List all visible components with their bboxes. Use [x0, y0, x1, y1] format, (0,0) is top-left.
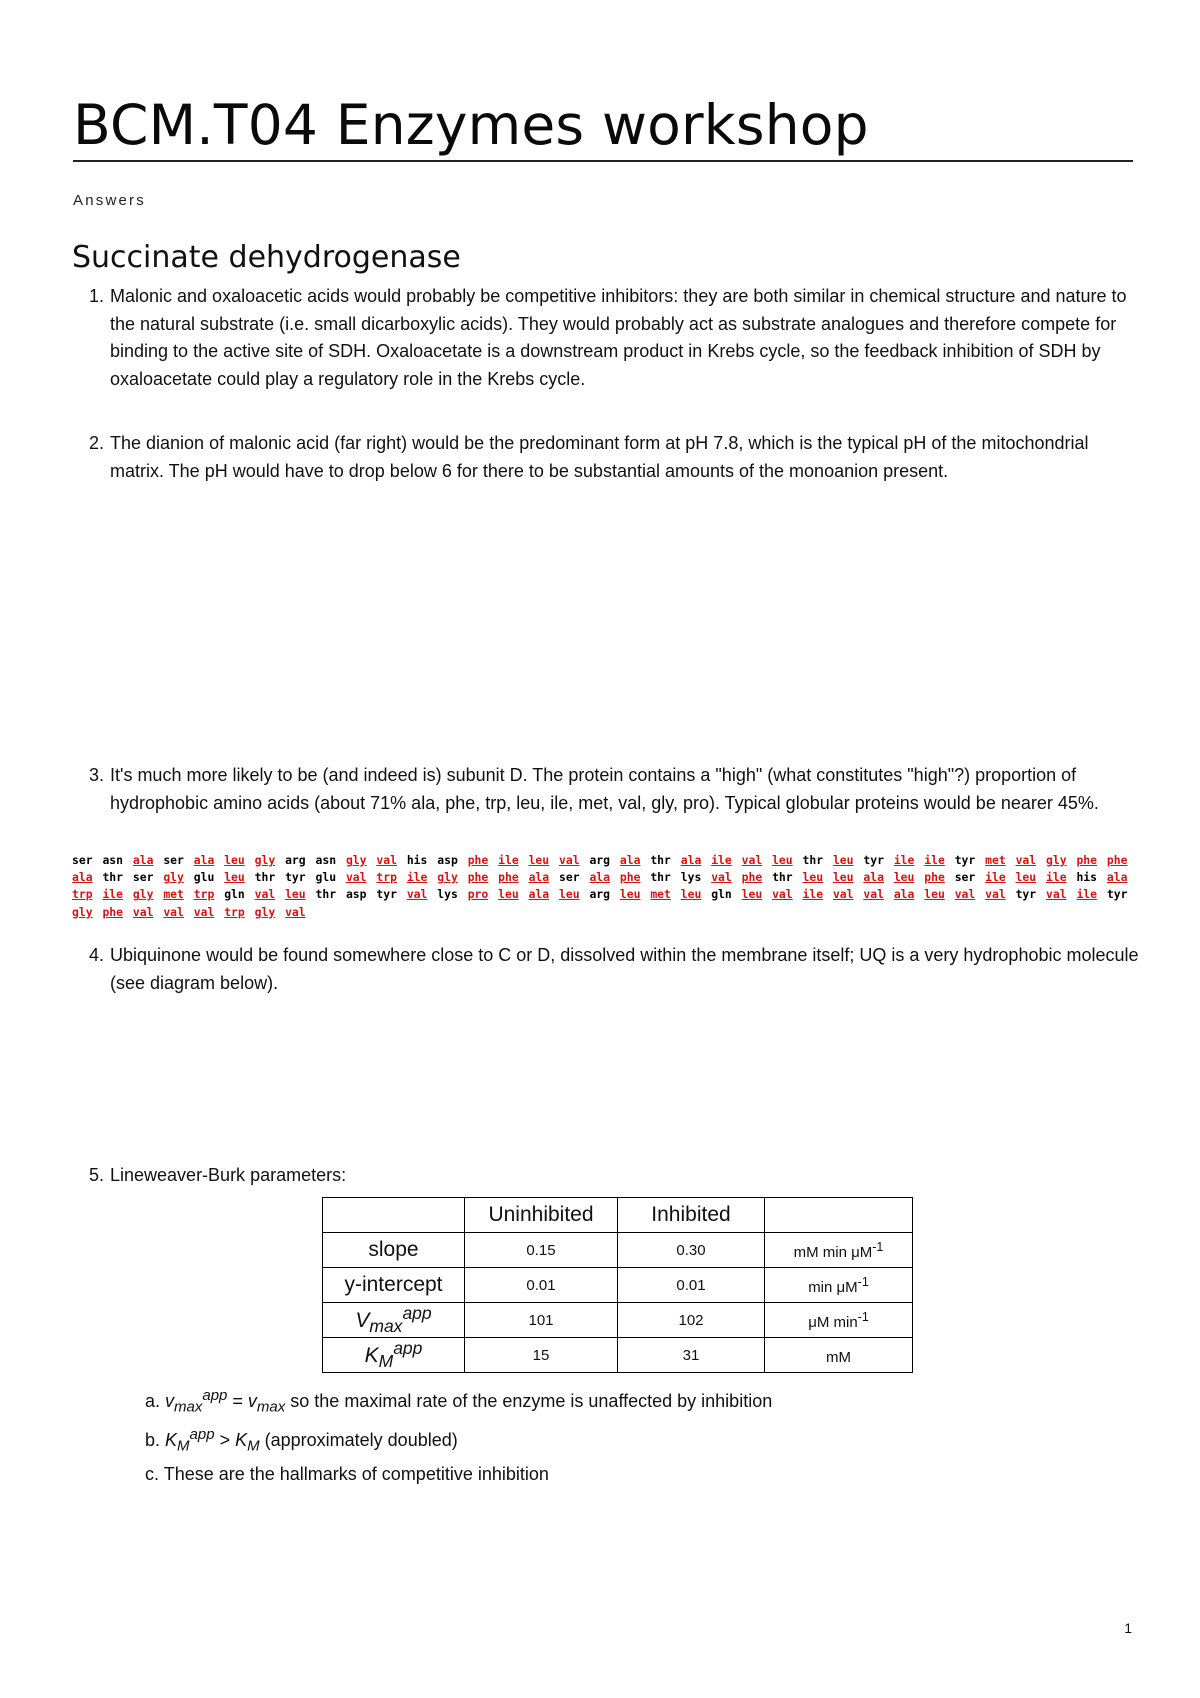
- hydrophobic-residue: val: [985, 887, 1006, 902]
- table-header-cell: Inhibited: [618, 1198, 765, 1233]
- hydrophobic-residue: val: [741, 853, 763, 867]
- hydrophobic-residue: val: [254, 887, 276, 902]
- hydrophobic-residue: ala: [528, 870, 550, 885]
- hydrophobic-residue: val: [559, 853, 580, 867]
- table-cell: 102: [618, 1303, 765, 1338]
- hydrophobic-residue: gly: [163, 870, 184, 885]
- residue: tyr: [1106, 887, 1128, 902]
- residue: thr: [650, 853, 671, 867]
- answer-3: [89, 762, 1140, 817]
- residue: tyr: [1015, 887, 1037, 902]
- residue: thr: [802, 853, 824, 867]
- hydrophobic-residue: val: [406, 887, 428, 902]
- hydrophobic-residue: phe: [467, 870, 489, 885]
- hydrophobic-residue: val: [711, 870, 732, 885]
- hydrophobic-residue: val: [1015, 853, 1037, 867]
- hydrophobic-residue: ile: [406, 870, 428, 885]
- hydrophobic-residue: leu: [802, 870, 824, 885]
- hydrophobic-residue: gly: [437, 870, 458, 885]
- hydrophobic-residue: val: [132, 904, 154, 919]
- hydrophobic-residue: val: [193, 904, 215, 919]
- hydrophobic-residue: leu: [1015, 870, 1037, 885]
- hydrophobic-residue: leu: [680, 887, 702, 902]
- residue: asp: [437, 853, 458, 867]
- hydrophobic-residue: met: [985, 853, 1006, 867]
- answer-text: Malonic and oxaloacetic acids would probably be competitive inhibitors: they are both similar in chemical structure and nature to the natural substrate (i.e. small dicarboxylic acids). They would probably act as substrate analogues and therefore compete for binding to the active site of SDH. Oxaloacetate is a downstream product in Krebs cycle, so the feedback inhibition of SDH by oxaloacetate could play a regulatory role in the Krebs cycle.: [110, 286, 1127, 389]
- hydrophobic-residue: phe: [467, 853, 489, 867]
- document-title: BCM.T04 Enzymes workshop: [73, 93, 869, 157]
- residue: ser: [954, 870, 976, 885]
- residue: arg: [285, 853, 306, 867]
- answer-number: 1.: [89, 286, 105, 306]
- residue: tyr: [285, 870, 306, 885]
- hydrophobic-residue: trp: [72, 887, 93, 902]
- hydrophobic-residue: ala: [528, 887, 550, 902]
- table-row: [323, 1303, 913, 1338]
- unit-cell: mM: [765, 1338, 913, 1373]
- residue: thr: [254, 870, 276, 885]
- hydrophobic-residue: ile: [498, 853, 519, 867]
- hydrophobic-residue: ala: [1106, 870, 1128, 885]
- row-label: $V_{max}^{app}$: [323, 1303, 465, 1338]
- residue: lys: [437, 887, 458, 902]
- hydrophobic-residue: trp: [193, 887, 215, 902]
- amino-acid-sequence: [72, 852, 1142, 921]
- lineweaver-burk-table: [322, 1197, 913, 1373]
- hydrophobic-residue: leu: [893, 870, 915, 885]
- hydrophobic-residue: gly: [345, 853, 367, 867]
- residue: thr: [315, 887, 337, 902]
- answer-text: It's much more likely to be (and indeed is) subunit D. The protein contains a "high" (what constitutes "high"?) proportion of hydrophobic amino acids (about 71% ala, phe, trp, leu, ile, met, val, gly, pro). Typical globular proteins would be nearer 45%.: [110, 765, 1099, 813]
- unit-cell: μM $\min^{-1}$: [765, 1303, 913, 1338]
- sub-answer-b: b. $K_M^{app} > K_M$ (approximately doubled): [145, 1426, 458, 1455]
- table-header-row: [323, 1198, 913, 1233]
- hydrophobic-residue: leu: [285, 887, 306, 902]
- answer-number: 4.: [89, 945, 105, 965]
- hydrophobic-residue: phe: [924, 870, 945, 885]
- answer-number: 2.: [89, 433, 105, 453]
- hydrophobic-residue: pro: [467, 887, 489, 902]
- answer-text: The dianion of malonic acid (far right) would be the predominant form at pH 7.8, which is the typical pH of the mitochondrial matrix. The pH would have to drop below 6 for there to be substantial amounts of the monoanion present.: [110, 433, 1089, 481]
- row-label: y-intercept: [323, 1268, 465, 1303]
- hydrophobic-residue: ala: [72, 870, 93, 885]
- hydrophobic-residue: phe: [741, 870, 763, 885]
- residue: tyr: [954, 853, 976, 867]
- table-cell: 31: [618, 1338, 765, 1373]
- residue: ser: [163, 853, 184, 867]
- hydrophobic-residue: leu: [619, 887, 641, 902]
- hydrophobic-residue: val: [832, 887, 854, 902]
- hydrophobic-residue: leu: [498, 887, 519, 902]
- unit-cell: $\min \mu M^{-1}$: [765, 1268, 913, 1303]
- hydrophobic-residue: gly: [132, 887, 154, 902]
- hydrophobic-residue: val: [863, 887, 884, 902]
- residue: tyr: [863, 853, 884, 867]
- sub-answer-a: a. $v_{max}^{app} = v_{max}$ so the maximal rate of the enzyme is unaffected by inhibition: [145, 1387, 773, 1416]
- residue: lys: [680, 870, 702, 885]
- hydrophobic-residue: gly: [1046, 853, 1067, 867]
- hydrophobic-residue: phe: [1106, 853, 1128, 867]
- hydrophobic-residue: ala: [589, 870, 611, 885]
- residue: gln: [711, 887, 732, 902]
- hydrophobic-residue: phe: [102, 904, 124, 919]
- hydrophobic-residue: val: [285, 904, 306, 919]
- hydrophobic-residue: ala: [863, 870, 884, 885]
- table-row: [323, 1338, 913, 1373]
- hydrophobic-residue: ile: [802, 887, 824, 902]
- hydrophobic-residue: val: [163, 904, 184, 919]
- hydrophobic-residue: val: [954, 887, 976, 902]
- hydrophobic-residue: leu: [741, 887, 763, 902]
- table-cell: 15: [465, 1338, 618, 1373]
- answer-4: [89, 942, 1140, 997]
- answer-number: 3.: [89, 765, 105, 785]
- residue: gln: [224, 887, 245, 902]
- subtitle: Answers: [73, 192, 146, 209]
- hydrophobic-residue: val: [345, 870, 367, 885]
- hydrophobic-residue: val: [772, 887, 793, 902]
- residue: asn: [102, 853, 124, 867]
- answer-5: [89, 1162, 1140, 1190]
- hydrophobic-residue: ile: [893, 853, 915, 867]
- hydrophobic-residue: ile: [711, 853, 732, 867]
- hydrophobic-residue: leu: [832, 853, 854, 867]
- answer-2: [89, 430, 1140, 485]
- answer-text: Ubiquinone would be found somewhere close to C or D, dissolved within the membrane itself; UQ is a very hydrophobic molecule (see diagram below).: [110, 945, 1139, 993]
- row-label: slope: [323, 1233, 465, 1268]
- hydrophobic-residue: leu: [224, 853, 245, 867]
- table-cell: 0.30: [618, 1233, 765, 1268]
- hydrophobic-residue: trp: [224, 904, 245, 919]
- residue: his: [1076, 870, 1098, 885]
- hydrophobic-residue: gly: [254, 853, 276, 867]
- table-row: [323, 1233, 913, 1268]
- hydrophobic-residue: ile: [924, 853, 945, 867]
- hydrophobic-residue: leu: [528, 853, 550, 867]
- residue: asn: [315, 853, 337, 867]
- hydrophobic-residue: leu: [832, 870, 854, 885]
- hydrophobic-residue: met: [650, 887, 671, 902]
- hydrophobic-residue: ile: [985, 870, 1006, 885]
- hydrophobic-residue: val: [1046, 887, 1067, 902]
- residue: arg: [589, 887, 611, 902]
- hydrophobic-residue: ala: [893, 887, 915, 902]
- residue: ser: [72, 853, 93, 867]
- hydrophobic-residue: leu: [559, 887, 580, 902]
- residue: his: [406, 853, 428, 867]
- section-heading: Succinate dehydrogenase: [72, 240, 461, 275]
- hydrophobic-residue: leu: [924, 887, 945, 902]
- residue: arg: [589, 853, 611, 867]
- answer-1: [89, 283, 1140, 393]
- hydrophobic-residue: gly: [254, 904, 276, 919]
- hydrophobic-residue: met: [163, 887, 184, 902]
- table-header-cell: [765, 1198, 913, 1233]
- hydrophobic-residue: phe: [619, 870, 641, 885]
- table-header-cell: [323, 1198, 465, 1233]
- hydrophobic-residue: ala: [132, 853, 154, 867]
- hydrophobic-residue: ile: [1046, 870, 1067, 885]
- hydrophobic-residue: phe: [498, 870, 519, 885]
- title-underline: [73, 160, 1133, 162]
- table-header-cell: Uninhibited: [465, 1198, 618, 1233]
- hydrophobic-residue: ala: [193, 853, 215, 867]
- sub-answer-c: c. These are the hallmarks of competitive inhibition: [145, 1464, 549, 1484]
- hydrophobic-residue: ile: [1076, 887, 1098, 902]
- residue: ser: [559, 870, 580, 885]
- residue: glu: [315, 870, 337, 885]
- residue: tyr: [376, 887, 397, 902]
- residue: ser: [132, 870, 154, 885]
- hydrophobic-residue: val: [376, 853, 397, 867]
- residue: thr: [772, 870, 793, 885]
- hydrophobic-residue: ala: [619, 853, 641, 867]
- table-cell: 0.15: [465, 1233, 618, 1268]
- residue: glu: [193, 870, 215, 885]
- page-number: 1: [1124, 1620, 1132, 1636]
- residue: asp: [345, 887, 367, 902]
- table-cell: 0.01: [465, 1268, 618, 1303]
- hydrophobic-residue: phe: [1076, 853, 1098, 867]
- hydrophobic-residue: leu: [772, 853, 793, 867]
- hydrophobic-residue: ala: [680, 853, 702, 867]
- answer-text: Lineweaver-Burk parameters:: [110, 1165, 347, 1185]
- table-cell: 101: [465, 1303, 618, 1338]
- unit-cell: mM $\min \mu M^{-1}$: [765, 1233, 913, 1268]
- row-label: $K_M^{app}$: [323, 1338, 465, 1373]
- residue: thr: [102, 870, 124, 885]
- answer-number: 5.: [89, 1165, 105, 1185]
- hydrophobic-residue: gly: [72, 904, 93, 919]
- table-row: [323, 1268, 913, 1303]
- hydrophobic-residue: ile: [102, 887, 124, 902]
- hydrophobic-residue: trp: [376, 870, 397, 885]
- hydrophobic-residue: leu: [224, 870, 245, 885]
- table-cell: 0.01: [618, 1268, 765, 1303]
- residue: thr: [650, 870, 671, 885]
